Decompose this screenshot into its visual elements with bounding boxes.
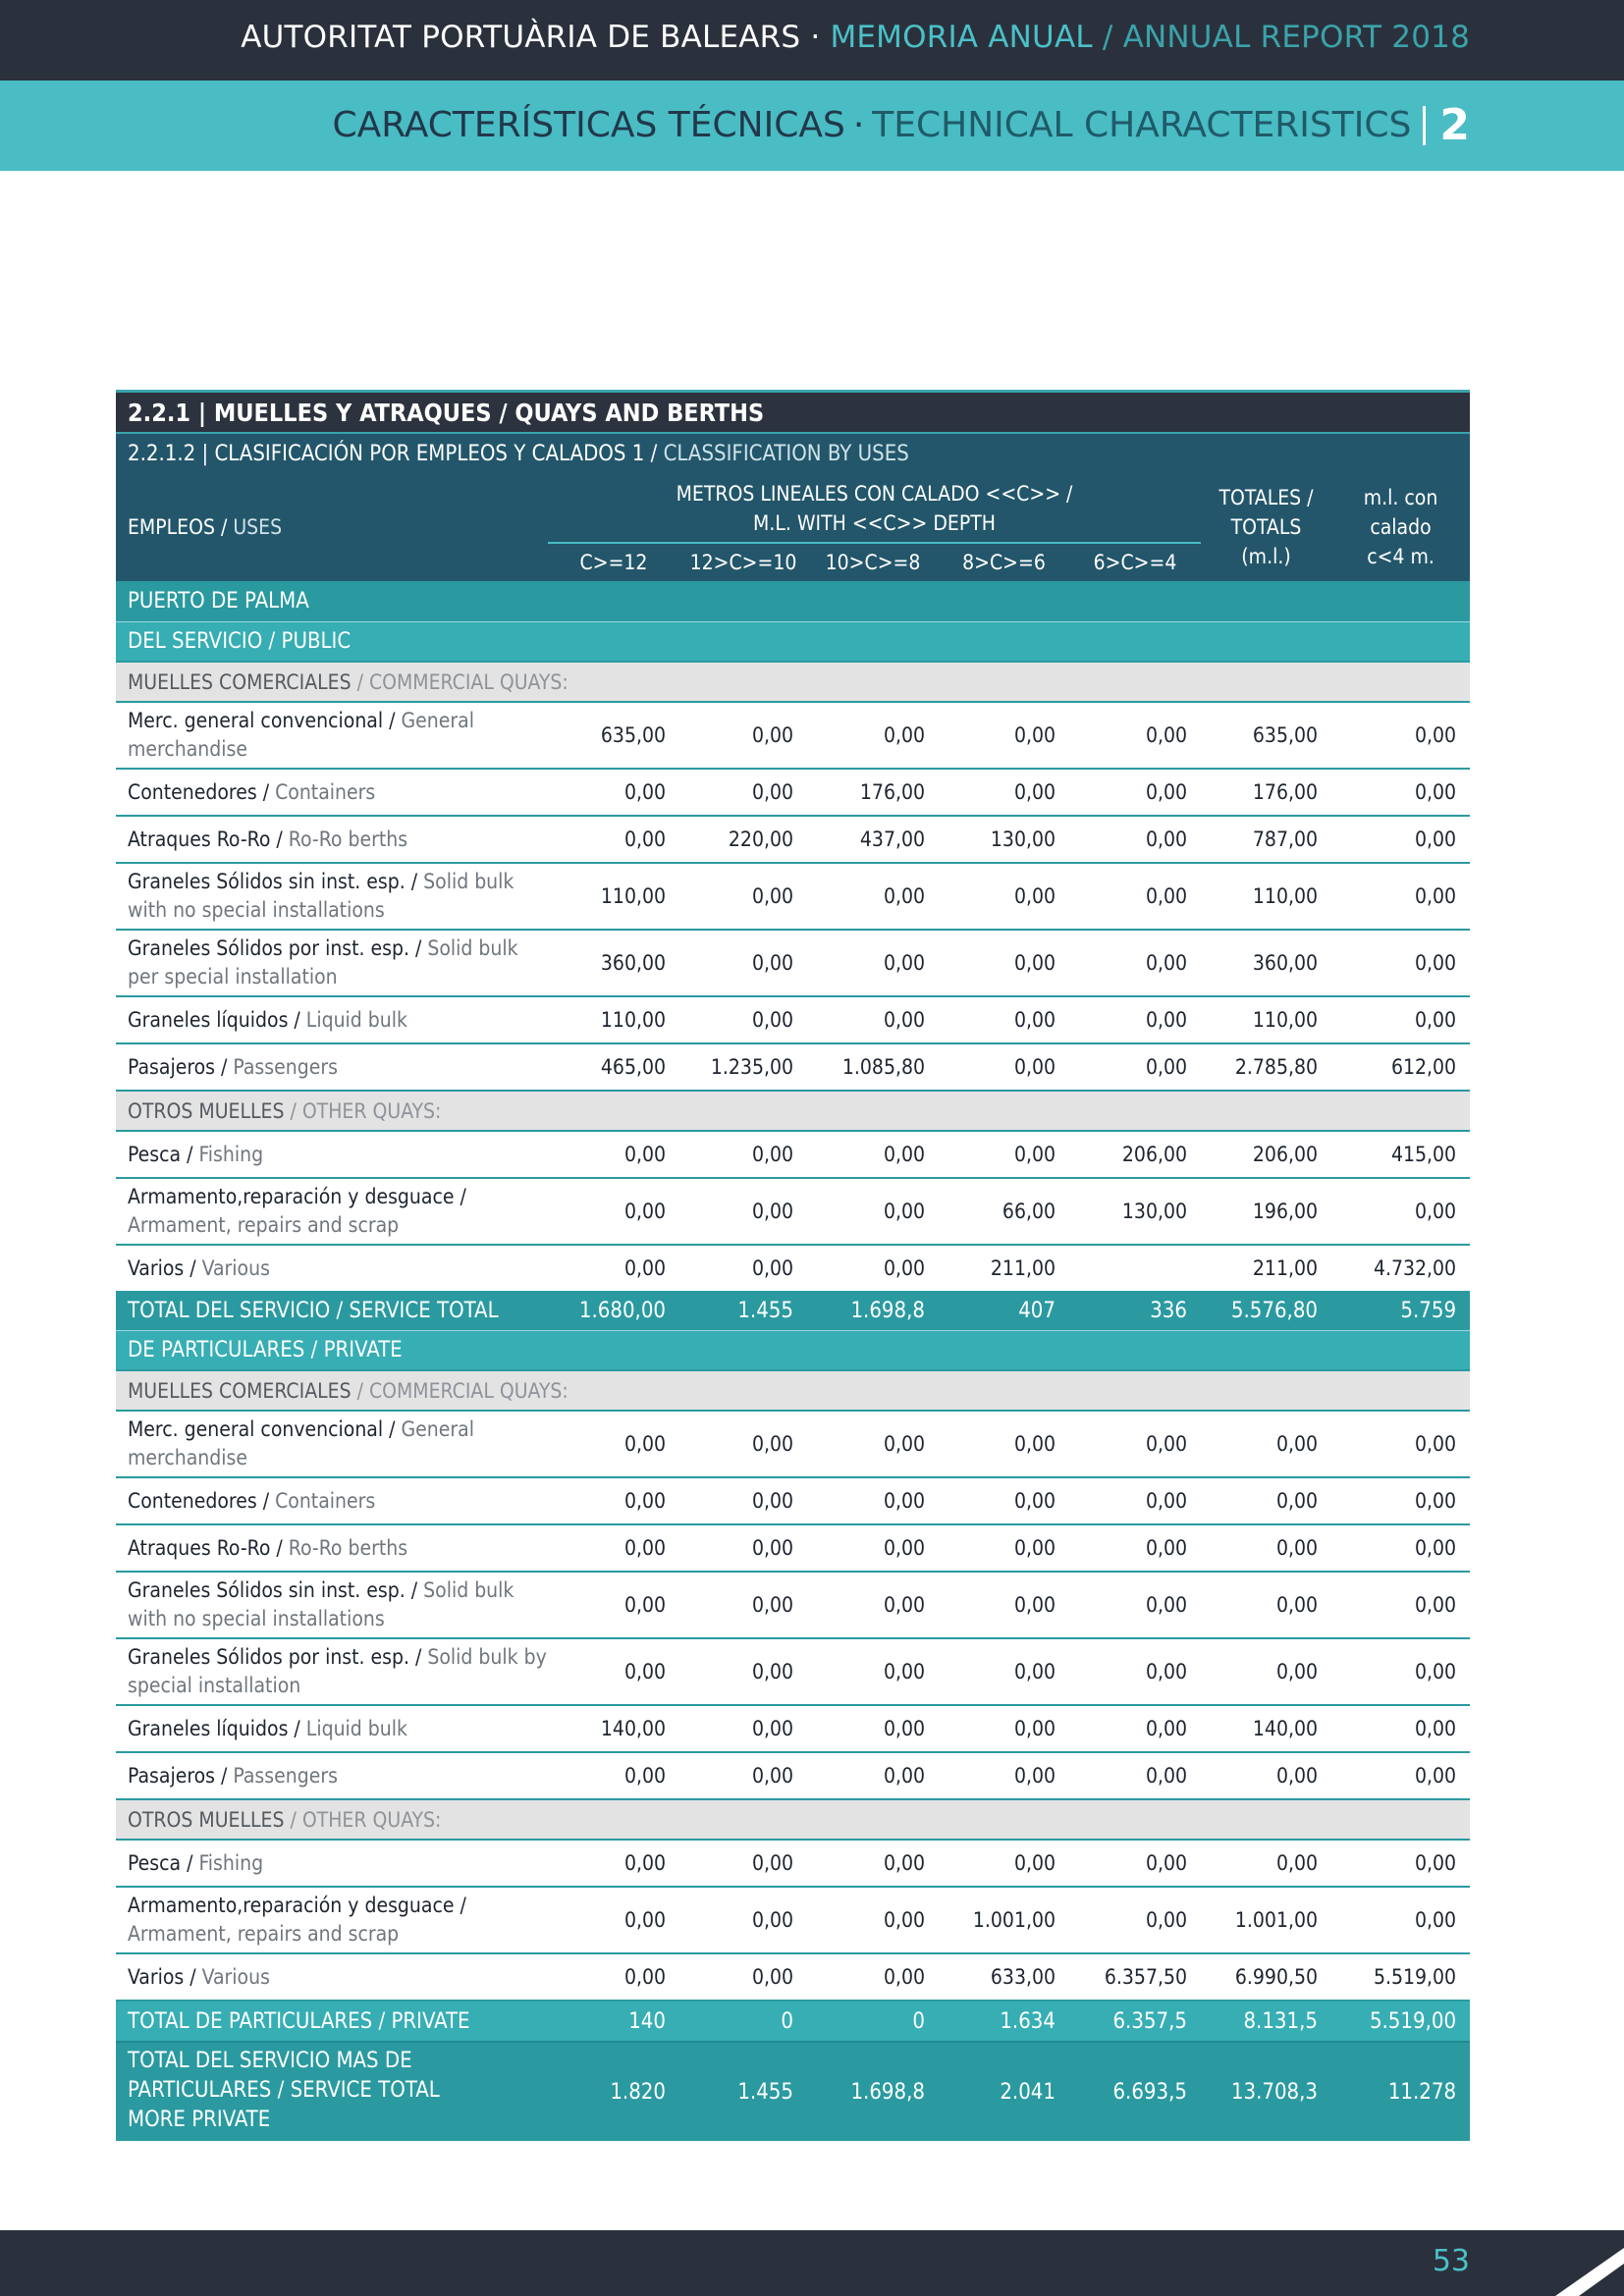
table-cell: 0,00 bbox=[548, 1178, 679, 1245]
table-cell: 635,00 bbox=[548, 702, 679, 769]
row-label: Graneles líquidos / Liquid bulk bbox=[116, 996, 548, 1043]
total-cell: 6.357,5 bbox=[1069, 2001, 1201, 2042]
table-cell: 612,00 bbox=[1331, 1043, 1470, 1091]
table-cell bbox=[1069, 1245, 1201, 1291]
table-row bbox=[116, 863, 1470, 930]
depth-column-header: 8>C>=6 bbox=[939, 544, 1069, 581]
table-cell: 0,00 bbox=[1331, 1524, 1470, 1572]
table-cell: 0,00 bbox=[679, 930, 807, 996]
row-label: Pesca / Fishing bbox=[116, 1840, 548, 1887]
depth-column-header: 10>C>=8 bbox=[807, 544, 939, 581]
table-cell: 437,00 bbox=[807, 816, 939, 863]
depth-column-header: 6>C>=4 bbox=[1069, 544, 1201, 581]
grand-total-cell: 13.708,3 bbox=[1201, 2042, 1331, 2141]
table-cell: 0,00 bbox=[548, 1638, 679, 1705]
shallow-depth-column-header: m.l. con calado c<4 m. bbox=[1331, 473, 1470, 581]
table-cell: 220,00 bbox=[679, 816, 807, 863]
table-cell: 0,00 bbox=[1069, 996, 1201, 1043]
total-cell: 140 bbox=[548, 2001, 679, 2042]
total-row-private bbox=[116, 2001, 1470, 2042]
port-name: PUERTO DE PALMA bbox=[116, 581, 1470, 622]
total-cell: 1.698,8 bbox=[807, 1291, 939, 1331]
total-label: TOTAL DE PARTICULARES / PRIVATE bbox=[116, 2001, 548, 2042]
table-cell: 0,00 bbox=[1069, 1524, 1201, 1572]
table-cell: 5.519,00 bbox=[1331, 1953, 1470, 2001]
table-row bbox=[116, 1953, 1470, 2001]
table-cell: 0,00 bbox=[1069, 1705, 1201, 1752]
section-row-private bbox=[116, 1331, 1470, 1371]
uses-column-header: EMPLEOS / USES bbox=[116, 473, 548, 581]
table-cell: 0,00 bbox=[1069, 1411, 1201, 1477]
grand-total-cell: 1.698,8 bbox=[807, 2042, 939, 2141]
grand-total-cell: 11.278 bbox=[1331, 2042, 1470, 2141]
table-cell: 0,00 bbox=[939, 1638, 1069, 1705]
grand-total-cell: 1.820 bbox=[548, 2042, 679, 2141]
table-cell: 0,00 bbox=[1069, 1752, 1201, 1799]
table-cell: 0,00 bbox=[939, 996, 1069, 1043]
table-cell: 0,00 bbox=[548, 1953, 679, 2001]
table-cell: 0,00 bbox=[1069, 930, 1201, 996]
table-cell: 0,00 bbox=[679, 1245, 807, 1291]
total-cell: 0 bbox=[679, 2001, 807, 2042]
table-cell: 0,00 bbox=[807, 1752, 939, 1799]
table-cell: 0,00 bbox=[548, 1411, 679, 1477]
table-row bbox=[116, 1638, 1470, 1705]
category-row-other bbox=[116, 1091, 1470, 1131]
table-subtitle-row bbox=[116, 433, 1470, 473]
category-row-commercial bbox=[116, 1370, 1470, 1411]
section-title-en: TECHNICAL CHARACTERISTICS bbox=[872, 105, 1412, 145]
section-title-es: CARACTERÍSTICAS TÉCNICAS bbox=[332, 105, 845, 145]
section-title: DEL SERVICIO / PUBLIC bbox=[116, 622, 1470, 663]
table-cell: 0,00 bbox=[679, 1524, 807, 1572]
row-label: Armamento,reparación y desguace / Armament, repairs and scrap bbox=[116, 1178, 548, 1245]
depth-group-header: METROS LINEALES CON CALADO <<C>> / M.L. WITH <<C>> DEPTH bbox=[548, 473, 1201, 542]
table-cell: 0,00 bbox=[548, 1752, 679, 1799]
table-cell: 635,00 bbox=[1201, 702, 1331, 769]
table-cell: 130,00 bbox=[939, 816, 1069, 863]
table-cell: 0,00 bbox=[548, 816, 679, 863]
table-cell: 0,00 bbox=[939, 1840, 1069, 1887]
table-cell: 0,00 bbox=[939, 1411, 1069, 1477]
row-label: Contenedores / Containers bbox=[116, 769, 548, 816]
table-row bbox=[116, 1572, 1470, 1638]
row-label: Graneles Sólidos por inst. esp. / Solid bulk per special installation bbox=[116, 930, 548, 996]
table-cell: 0,00 bbox=[807, 1840, 939, 1887]
table-cell: 0,00 bbox=[1331, 1178, 1470, 1245]
table-cell: 0,00 bbox=[1069, 816, 1201, 863]
table-cell: 206,00 bbox=[1069, 1131, 1201, 1178]
table-cell: 1.001,00 bbox=[1201, 1887, 1331, 1953]
memoria-label: MEMORIA ANUAL bbox=[830, 20, 1093, 55]
table-cell: 0,00 bbox=[679, 1477, 807, 1524]
row-label: Varios / Various bbox=[116, 1953, 548, 2001]
total-label: TOTAL DEL SERVICIO / SERVICE TOTAL bbox=[116, 1291, 548, 1331]
table-cell: 0,00 bbox=[679, 1887, 807, 1953]
table-cell: 0,00 bbox=[679, 1705, 807, 1752]
table-row bbox=[116, 1524, 1470, 1572]
table-cell: 211,00 bbox=[939, 1245, 1069, 1291]
table-cell: 0,00 bbox=[679, 1411, 807, 1477]
table-cell: 0,00 bbox=[1069, 1572, 1201, 1638]
total-cell: 5.519,00 bbox=[1331, 2001, 1470, 2042]
table-cell: 0,00 bbox=[939, 1752, 1069, 1799]
total-row-public bbox=[116, 1291, 1470, 1331]
total-cell: 1.680,00 bbox=[548, 1291, 679, 1331]
category-title: MUELLES COMERCIALES / COMMERCIAL QUAYS: bbox=[116, 1370, 1470, 1411]
table-cell: 0,00 bbox=[1331, 1572, 1470, 1638]
table-cell: 0,00 bbox=[679, 1572, 807, 1638]
table-cell: 0,00 bbox=[1069, 1638, 1201, 1705]
table-row bbox=[116, 816, 1470, 863]
page-footer bbox=[0, 2230, 1624, 2296]
total-cell: 0 bbox=[807, 2001, 939, 2042]
table-cell: 0,00 bbox=[1201, 1572, 1331, 1638]
table-row bbox=[116, 1411, 1470, 1477]
row-label: Pesca / Fishing bbox=[116, 1131, 548, 1178]
table-cell: 0,00 bbox=[1069, 1477, 1201, 1524]
total-cell: 5.759 bbox=[1331, 1291, 1470, 1331]
quays-berths-table bbox=[116, 390, 1470, 2141]
category-row-commercial bbox=[116, 662, 1470, 702]
table-cell: 110,00 bbox=[548, 863, 679, 930]
row-label: Armamento,reparación y desguace / Armament, repairs and scrap bbox=[116, 1887, 548, 1953]
table-cell: 0,00 bbox=[679, 1840, 807, 1887]
page-number: 53 bbox=[1432, 2244, 1470, 2278]
quays-berths-table-container bbox=[116, 390, 1470, 2141]
table-cell: 787,00 bbox=[1201, 816, 1331, 863]
row-label: Graneles Sólidos por inst. esp. / Solid bulk by special installation bbox=[116, 1638, 548, 1705]
totals-column-header: TOTALES / TOTALS (m.l.) bbox=[1201, 473, 1331, 581]
grand-total-cell: 2.041 bbox=[939, 2042, 1069, 2141]
table-cell: 176,00 bbox=[1201, 769, 1331, 816]
table-cell: 0,00 bbox=[679, 863, 807, 930]
section-number: 2 bbox=[1439, 100, 1470, 150]
table-cell: 0,00 bbox=[1069, 769, 1201, 816]
table-cell: 0,00 bbox=[939, 702, 1069, 769]
table-cell: 0,00 bbox=[807, 1245, 939, 1291]
table-row bbox=[116, 1752, 1470, 1799]
table-row bbox=[116, 1043, 1470, 1091]
table-cell: 0,00 bbox=[548, 1840, 679, 1887]
category-title: MUELLES COMERCIALES / COMMERCIAL QUAYS: bbox=[116, 662, 1470, 702]
total-cell: 1.634 bbox=[939, 2001, 1069, 2042]
table-cell: 0,00 bbox=[1331, 1638, 1470, 1705]
table-cell: 0,00 bbox=[679, 1953, 807, 2001]
column-header-row bbox=[116, 473, 1470, 542]
table-cell: 0,00 bbox=[939, 863, 1069, 930]
table-title: 2.2.1 | MUELLES Y ATRAQUES / QUAYS AND BERTHS bbox=[116, 392, 1470, 434]
grand-total-row bbox=[116, 2042, 1470, 2141]
top-header-bar bbox=[0, 0, 1624, 80]
table-cell: 0,00 bbox=[1331, 1752, 1470, 1799]
total-cell: 336 bbox=[1069, 1291, 1201, 1331]
table-cell: 0,00 bbox=[939, 1131, 1069, 1178]
table-cell: 0,00 bbox=[1069, 863, 1201, 930]
report-header-title: AUTORITAT PORTUÀRIA DE BALEARS · MEMORIA ANUAL / ANNUAL REPORT 2018 bbox=[241, 20, 1470, 55]
table-cell: 1.001,00 bbox=[939, 1887, 1069, 1953]
table-cell: 0,00 bbox=[939, 1477, 1069, 1524]
port-row bbox=[116, 581, 1470, 622]
section-divider bbox=[1423, 106, 1426, 145]
section-title: CARACTERÍSTICAS TÉCNICAS · TECHNICAL CHARACTERISTICS 2 bbox=[332, 100, 1470, 150]
section-header-bar bbox=[0, 80, 1624, 171]
table-cell: 0,00 bbox=[1331, 1477, 1470, 1524]
table-title-row bbox=[116, 392, 1470, 434]
total-cell: 407 bbox=[939, 1291, 1069, 1331]
grand-total-label: TOTAL DEL SERVICIO MAS DE PARTICULARES / SERVICE TOTAL MORE PRIVATE bbox=[116, 2042, 548, 2141]
category-row-other bbox=[116, 1799, 1470, 1840]
table-cell: 0,00 bbox=[939, 1043, 1069, 1091]
table-row bbox=[116, 769, 1470, 816]
table-cell: 0,00 bbox=[548, 1245, 679, 1291]
table-cell: 196,00 bbox=[1201, 1178, 1331, 1245]
table-cell: 415,00 bbox=[1331, 1131, 1470, 1178]
table-cell: 110,00 bbox=[1201, 996, 1331, 1043]
table-cell: 0,00 bbox=[1069, 1043, 1201, 1091]
table-cell: 0,00 bbox=[807, 1524, 939, 1572]
table-cell: 4.732,00 bbox=[1331, 1245, 1470, 1291]
table-cell: 0,00 bbox=[1331, 1887, 1470, 1953]
grand-total-cell: 6.693,5 bbox=[1069, 2042, 1201, 2141]
table-cell: 206,00 bbox=[1201, 1131, 1331, 1178]
table-row bbox=[116, 996, 1470, 1043]
total-cell: 1.455 bbox=[679, 1291, 807, 1331]
organization-name: AUTORITAT PORTUÀRIA DE BALEARS bbox=[241, 20, 801, 55]
table-cell: 0,00 bbox=[1331, 702, 1470, 769]
table-cell: 0,00 bbox=[679, 702, 807, 769]
table-cell: 0,00 bbox=[807, 702, 939, 769]
depth-column-header: 12>C>=10 bbox=[679, 544, 807, 581]
table-cell: 0,00 bbox=[679, 1752, 807, 1799]
table-cell: 0,00 bbox=[807, 1953, 939, 2001]
category-title: OTROS MUELLES / OTHER QUAYS: bbox=[116, 1799, 1470, 1840]
table-row bbox=[116, 1178, 1470, 1245]
table-cell: 0,00 bbox=[548, 1524, 679, 1572]
section-row-public bbox=[116, 622, 1470, 663]
table-cell: 0,00 bbox=[1201, 1752, 1331, 1799]
table-cell: 0,00 bbox=[1331, 863, 1470, 930]
table-cell: 0,00 bbox=[679, 996, 807, 1043]
table-cell: 0,00 bbox=[679, 769, 807, 816]
row-label: Graneles líquidos / Liquid bulk bbox=[116, 1705, 548, 1752]
table-row bbox=[116, 1477, 1470, 1524]
table-cell: 0,00 bbox=[679, 1638, 807, 1705]
table-cell: 0,00 bbox=[548, 1131, 679, 1178]
table-cell: 0,00 bbox=[807, 1131, 939, 1178]
table-cell: 0,00 bbox=[1069, 702, 1201, 769]
table-cell: 0,00 bbox=[807, 863, 939, 930]
table-cell: 0,00 bbox=[679, 1178, 807, 1245]
table-cell: 0,00 bbox=[939, 1572, 1069, 1638]
table-row bbox=[116, 930, 1470, 996]
table-cell: 0,00 bbox=[548, 1887, 679, 1953]
table-cell: 6.990,50 bbox=[1201, 1953, 1331, 2001]
row-label: Atraques Ro-Ro / Ro-Ro berths bbox=[116, 816, 548, 863]
table-cell: 0,00 bbox=[807, 1572, 939, 1638]
table-cell: 0,00 bbox=[807, 1411, 939, 1477]
table-cell: 0,00 bbox=[1201, 1411, 1331, 1477]
table-cell: 0,00 bbox=[548, 769, 679, 816]
table-cell: 360,00 bbox=[548, 930, 679, 996]
table-cell: 0,00 bbox=[1331, 769, 1470, 816]
table-row bbox=[116, 1705, 1470, 1752]
table-cell: 0,00 bbox=[1331, 1411, 1470, 1477]
table-cell: 0,00 bbox=[807, 1477, 939, 1524]
table-cell: 176,00 bbox=[807, 769, 939, 816]
table-cell: 110,00 bbox=[548, 996, 679, 1043]
footer-diagonal-stripe-icon bbox=[1506, 2230, 1624, 2296]
row-label: Contenedores / Containers bbox=[116, 1477, 548, 1524]
table-cell: 2.785,80 bbox=[1201, 1043, 1331, 1091]
table-cell: 633,00 bbox=[939, 1953, 1069, 2001]
table-cell: 0,00 bbox=[807, 996, 939, 1043]
category-title: OTROS MUELLES / OTHER QUAYS: bbox=[116, 1091, 1470, 1131]
table-cell: 1.235,00 bbox=[679, 1043, 807, 1091]
depth-column-header: C>=12 bbox=[548, 544, 679, 581]
table-cell: 140,00 bbox=[548, 1705, 679, 1752]
table-cell: 360,00 bbox=[1201, 930, 1331, 996]
row-label: Varios / Various bbox=[116, 1245, 548, 1291]
row-label: Graneles Sólidos sin inst. esp. / Solid bulk with no special installations bbox=[116, 863, 548, 930]
table-cell: 1.085,80 bbox=[807, 1043, 939, 1091]
table-cell: 0,00 bbox=[939, 930, 1069, 996]
table-cell: 6.357,50 bbox=[1069, 1953, 1201, 2001]
table-cell: 0,00 bbox=[1331, 1705, 1470, 1752]
table-cell: 0,00 bbox=[1331, 816, 1470, 863]
table-cell: 0,00 bbox=[807, 1887, 939, 1953]
table-cell: 140,00 bbox=[1201, 1705, 1331, 1752]
table-cell: 66,00 bbox=[939, 1178, 1069, 1245]
row-label: Pasajeros / Passengers bbox=[116, 1752, 548, 1799]
table-cell: 0,00 bbox=[807, 1638, 939, 1705]
table-cell: 0,00 bbox=[1069, 1887, 1201, 1953]
table-cell: 465,00 bbox=[548, 1043, 679, 1091]
table-subtitle: 2.2.1.2 | CLASIFICACIÓN POR EMPLEOS Y CALADOS 1 / CLASSIFICATION BY USES bbox=[116, 433, 1470, 473]
table-cell: 0,00 bbox=[807, 1178, 939, 1245]
table-cell: 0,00 bbox=[1201, 1477, 1331, 1524]
row-label: Merc. general convencional / General merchandise bbox=[116, 702, 548, 769]
table-cell: 0,00 bbox=[939, 1705, 1069, 1752]
annual-report-label: ANNUAL REPORT 2018 bbox=[1122, 20, 1470, 55]
table-row bbox=[116, 1245, 1470, 1291]
row-label: Graneles Sólidos sin inst. esp. / Solid bulk with no special installations bbox=[116, 1572, 548, 1638]
table-cell: 0,00 bbox=[807, 1705, 939, 1752]
table-cell: 110,00 bbox=[1201, 863, 1331, 930]
table-cell: 0,00 bbox=[807, 930, 939, 996]
total-cell: 5.576,80 bbox=[1201, 1291, 1331, 1331]
section-title: DE PARTICULARES / PRIVATE bbox=[116, 1331, 1470, 1371]
row-label: Merc. general convencional / General merchandise bbox=[116, 1411, 548, 1477]
row-label: Pasajeros / Passengers bbox=[116, 1043, 548, 1091]
table-cell: 0,00 bbox=[1331, 1840, 1470, 1887]
table-row bbox=[116, 1840, 1470, 1887]
table-cell: 130,00 bbox=[1069, 1178, 1201, 1245]
total-cell: 8.131,5 bbox=[1201, 2001, 1331, 2042]
table-row bbox=[116, 1887, 1470, 1953]
table-row bbox=[116, 702, 1470, 769]
table-cell: 0,00 bbox=[1069, 1840, 1201, 1887]
table-cell: 211,00 bbox=[1201, 1245, 1331, 1291]
table-row bbox=[116, 1131, 1470, 1178]
table-cell: 0,00 bbox=[939, 769, 1069, 816]
table-cell: 0,00 bbox=[939, 1524, 1069, 1572]
table-cell: 0,00 bbox=[548, 1477, 679, 1524]
table-cell: 0,00 bbox=[1201, 1524, 1331, 1572]
grand-total-cell: 1.455 bbox=[679, 2042, 807, 2141]
table-cell: 0,00 bbox=[1331, 930, 1470, 996]
table-cell: 0,00 bbox=[1201, 1638, 1331, 1705]
row-label: Atraques Ro-Ro / Ro-Ro berths bbox=[116, 1524, 548, 1572]
table-cell: 0,00 bbox=[1201, 1840, 1331, 1887]
table-cell: 0,00 bbox=[1331, 996, 1470, 1043]
table-cell: 0,00 bbox=[548, 1572, 679, 1638]
table-cell: 0,00 bbox=[679, 1131, 807, 1178]
